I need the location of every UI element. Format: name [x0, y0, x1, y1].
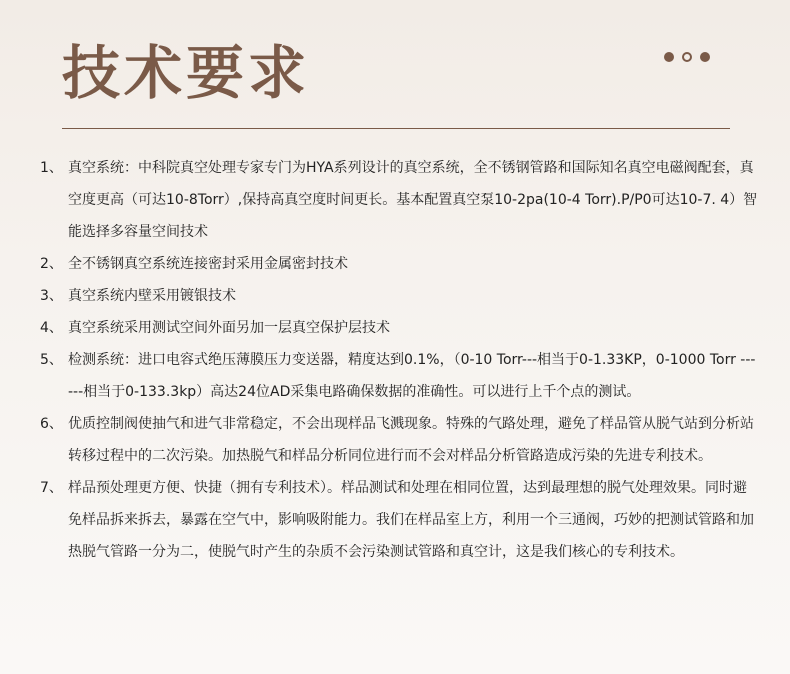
decorative-dots: [664, 52, 710, 62]
dot-filled-icon: [664, 52, 674, 62]
item-text: 样品预处理更方便、快捷（拥有专利技术）。样品测试和处理在相同位置，达到最理想的脱气处理效果。同时避免样品拆来拆去，暴露在空气中，影响吸附能力。我们在样品室上方，利用一个三通阀，巧妙的把测试管路和加热脱气管路一分为二，使脱气时产生的杂质不会污染测试管路和真空计，这是我们核心的专利技术。: [68, 480, 754, 560]
list-item: [40, 152, 760, 248]
title-divider: [62, 128, 730, 129]
page-title: 技术要求: [62, 39, 311, 107]
requirements-list: [40, 152, 760, 568]
list-item: [40, 312, 760, 344]
item-text: 检测系统：进口电容式绝压薄膜压力变送器，精度达到0.1%，（0-10 Torr---相当于0-1.33KP，0-1000 Torr ------相当于0-133.3kp）高达24位AD采集电路确保数据的准确性。可以进行上千个点的测试。: [68, 352, 756, 400]
list-item: [40, 248, 760, 280]
item-number: 1、: [40, 160, 63, 176]
item-number: 7、: [40, 480, 63, 496]
item-text: 全不锈钢真空系统连接密封采用金属密封技术: [68, 256, 348, 272]
item-number: 6、: [40, 416, 63, 432]
list-item: [40, 344, 760, 408]
list-item: [40, 472, 760, 568]
item-text: 真空系统内壁采用镀银技术: [68, 288, 236, 304]
item-number: 3、: [40, 288, 63, 304]
dot-hollow-icon: [682, 52, 692, 62]
item-number: 2、: [40, 256, 63, 272]
item-text: 真空系统采用测试空间外面另加一层真空保护层技术: [68, 320, 390, 336]
list-item: [40, 408, 760, 472]
list-item: [40, 280, 760, 312]
dot-filled-icon: [700, 52, 710, 62]
item-text: 真空系统：中科院真空处理专家专门为HYA系列设计的真空系统，全不锈钢管路和国际知名真空电磁阀配套，真空度更高（可达10-8Torr）,保持高真空度时间更长。基本配置真空泵10-2pa(10-4 Torr).P/P0可达10-7. 4）智能选择多容量空间技术: [68, 160, 758, 240]
item-number: 5、: [40, 352, 63, 368]
item-text: 优质控制阀使抽气和进气非常稳定，不会出现样品飞溅现象。特殊的气路处理，避免了样品管从脱气站到分析站转移过程中的二次污染。加热脱气和样品分析同位进行而不会对样品分析管路造成污染的先进专利技术。: [68, 416, 754, 464]
item-number: 4、: [40, 320, 63, 336]
